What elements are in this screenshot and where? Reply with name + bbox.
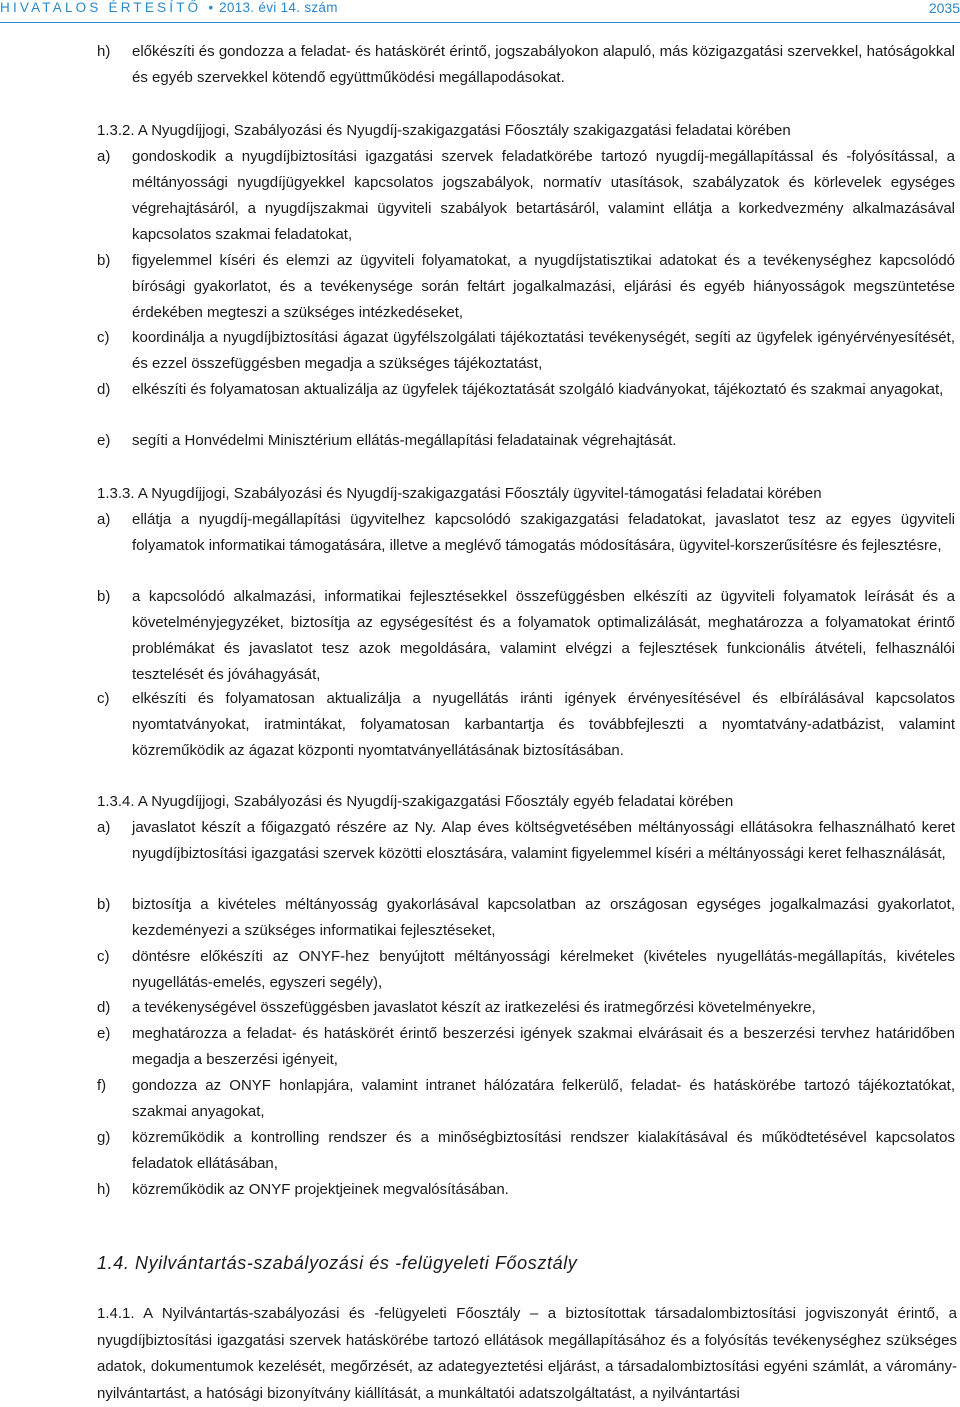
publication-title: HIVATALOS ÉRTESÍTŐ [0, 0, 202, 15]
list-item-134-f [97, 1073, 957, 1125]
list-item-label: h) [97, 43, 111, 60]
list-item-text: segíti a Honvédelmi Minisztérium ellátás-megállapítási feladatainak végrehajtását. [132, 432, 677, 449]
list-item-text: gondozza az ONYF honlapjára, valamint intranet hálózatára felkerülő, feladat- és hatáskörébe tartozó tájékoztatókat, szakmai anyagokat, [132, 1077, 955, 1120]
section-1-4-1-paragraph: 1.4.1. A Nyilvántartás-szabályozási és -felügyeleti Főosztály – a biztosítottak társadalombiztosítási jogviszonyát érintő, a nyugdíjbiztosítási igazgatási szervek hatáskörébe tartozó ellátások megállapításához és a folyósítás tevékenységhez szükséges adatok, dokumentumok kezelését, megőrzését, az adategyeztetési eljárást, a társadalombiztosítási egyéni számlát, a váromány-nyilvántartást, a hatósági bizonyítvány kiállítását, a munkáltatói adatszolgáltatást, a nyilvántartási [97, 1305, 957, 1402]
section-1-3-4-heading: 1.3.4. A Nyugdíjjogi, Szabályozási és Nyugdíj-szakigazgatási Főosztály egyéb feladatai körében [97, 793, 734, 810]
list-item-label: h) [97, 1181, 111, 1198]
list-item-label: b) [97, 588, 111, 605]
issue-number: 2013. évi 14. szám [219, 0, 338, 15]
list-item-label: d) [97, 381, 111, 398]
list-item-text: a tevékenységével összefüggésben javaslatot készít az iratkezelési és iratmegőrzési követelményekre, [132, 999, 816, 1016]
list-item-text: előkészíti és gondozza a feladat- és hatáskörét érintő, jogszabályokon alapuló, más közigazgatási szervekkel, hatóságokkal és egyéb szervekkel kötendő együttműködési megállapodásokat. [132, 43, 955, 86]
header-bullet: • [208, 0, 214, 15]
list-item-label: c) [97, 329, 110, 346]
list-item-label: a) [97, 511, 111, 528]
list-item-text: biztosítja a kivételes méltányosság gyakorlásával kapcsolatban az országosan egységes jogalkalmazási gyakorlatot, kezdeményezi a szükséges informatikai fejlesztéseket, [132, 896, 955, 939]
list-item-132-b [97, 248, 957, 326]
list-item-134-e [97, 1021, 957, 1073]
list-item-label: e) [97, 432, 111, 449]
list-item-132-a [97, 144, 957, 248]
list-item-text: közreműködik a kontrolling rendszer és a minőségbiztosítási rendszer kialakításával és működtetésével kapcsolatos feladatok ellátásában, [132, 1129, 955, 1172]
list-item-text: gondoskodik a nyugdíjbiztosítási igazgatási szervek feladatkörébe tartozó nyugdíj-megállapítással és -folyósítással, a méltányossági nyugdíjügyekkel kapcsolatos jogszabályok, normatív utasítások, szabályzatok és körlevelek egységes végrehajtásáról, a nyugdíjszakmai ügyviteli szabályok betartásáról, valamint ellátja a korkedvezmény alkalmazásával kapcsolatos szakmai feladatokat, [132, 148, 955, 243]
list-item-text: elkészíti és folyamatosan aktualizálja a nyugellátás iránti igények érvényesítésével és elbírálásával kapcsolatos nyomtatványokat, iratmintákat, folyamatosan karbantartja és továbbfejleszti a nyomtatvány-adatbázist, valamint közreműködik az ágazat központi nyomtatványellátásának biztosításában. [132, 690, 955, 759]
list-item-label: c) [97, 690, 110, 707]
list-item-text: ellátja a nyugdíj-megállapítási ügyvitelhez kapcsolódó szakigazgatási feladatokat, javaslatot tesz az egyes ügyviteli folyamatok informatikai támogatására, illetve a meglévő támogatás módosítására, ügyvitel-korszerűsítésre és fejlesztésre, [132, 511, 955, 554]
list-item-label: e) [97, 1025, 111, 1042]
list-item-text: javaslatot készít a főigazgató részére az Ny. Alap éves költségvetésében méltányossági ellátásokra felhasználható keret nyugdíjbiztosítási igazgatási szervek közötti elosztására, valamint figyelemmel kíséri a méltányossági keret felhasználását, [132, 819, 955, 862]
list-item-133-a [97, 507, 957, 559]
list-item-134-h [97, 1177, 957, 1203]
list-item-label: d) [97, 999, 111, 1016]
list-item-134-g [97, 1125, 957, 1177]
list-item-text: közreműködik az ONYF projektjeinek megvalósításában. [132, 1181, 509, 1198]
list-item-text: döntésre előkészíti az ONYF-hez benyújtott méltányossági kérelmeket (kivételes nyugellátás-megállapítás, kivételes nyugellátás-emelés, egyszeri segély), [132, 948, 955, 991]
section-1-3-2-heading: 1.3.2. A Nyugdíjjogi, Szabályozási és Nyugdíj-szakigazgatási Főosztály szakigazgatási feladatai körében [97, 122, 791, 139]
list-item-label: b) [97, 252, 111, 269]
list-item-text: figyelemmel kíséri és elemzi az ügyviteli folyamatokat, a nyugdíjstatisztikai adatokat és a tevékenységhez kapcsolódó bírósági gyakorlatot, és a tevékenysége során feltárt jogalkalmazási, eljárási és egyéb hiányosságok megszüntetése érdekében megteszi a szükséges intézkedéseket, [132, 252, 955, 321]
list-item-132-d [97, 377, 957, 403]
list-item-text: meghatározza a feladat- és hatáskörét érintő beszerzési igények szakmai elvárásait és a beszerzési tervhez határidőben megadja a beszerzési igényeit, [132, 1025, 955, 1068]
list-item-133-b [97, 584, 957, 688]
publication-header [0, 0, 338, 15]
list-item-text: koordinálja a nyugdíjbiztosítási ágazat ügyfélszolgálati tájékoztatási tevékenységét, segíti az ügyfelek igényérvényesítését, és ezzel összefüggésben megadja a szükséges tájékoztatást, [132, 329, 955, 372]
list-item-132-e [97, 428, 957, 454]
list-item-label: f) [97, 1077, 107, 1094]
list-item-text: a kapcsolódó alkalmazási, informatikai fejlesztésekkel összefüggésben elkészíti az ügyviteli folyamatok leírását és a követelményjegyzéket, biztosítja az egységesítést és a folyamatok optimalizálását, meghatározza a folyamatokat érintő problémákat és javaslatot tesz azok megoldására, valamint elvégzi a fejlesztések funkcionális átvételi, felhasználói tesztelését és jóváhagyását, [132, 588, 955, 683]
page-number: 2035 [928, 0, 960, 16]
list-item-134-d [97, 995, 957, 1021]
section-1-3-3-heading: 1.3.3. A Nyugdíjjogi, Szabályozási és Nyugdíj-szakigazgatási Főosztály ügyvitel-támogatási feladatai körében [97, 485, 822, 502]
list-item-label: c) [97, 948, 110, 965]
list-item-label: g) [97, 1129, 111, 1146]
list-item-intro-h [97, 39, 957, 91]
section-1-4-title: 1.4. Nyilvántartás-szabályozási és -felügyeleti Főosztály [97, 1253, 578, 1273]
list-item-label: b) [97, 896, 111, 913]
list-item-134-b [97, 892, 957, 944]
list-item-134-a [97, 815, 957, 867]
list-item-label: a) [97, 819, 111, 836]
list-item-134-c [97, 944, 957, 996]
list-item-132-c [97, 325, 957, 377]
list-item-text: elkészíti és folyamatosan aktualizálja az ügyfelek tájékoztatását szolgáló kiadványokat, tájékoztató és szakmai anyagokat, [132, 381, 944, 398]
list-item-label: a) [97, 148, 111, 165]
list-item-133-c [97, 686, 957, 764]
page-header [0, 0, 960, 23]
